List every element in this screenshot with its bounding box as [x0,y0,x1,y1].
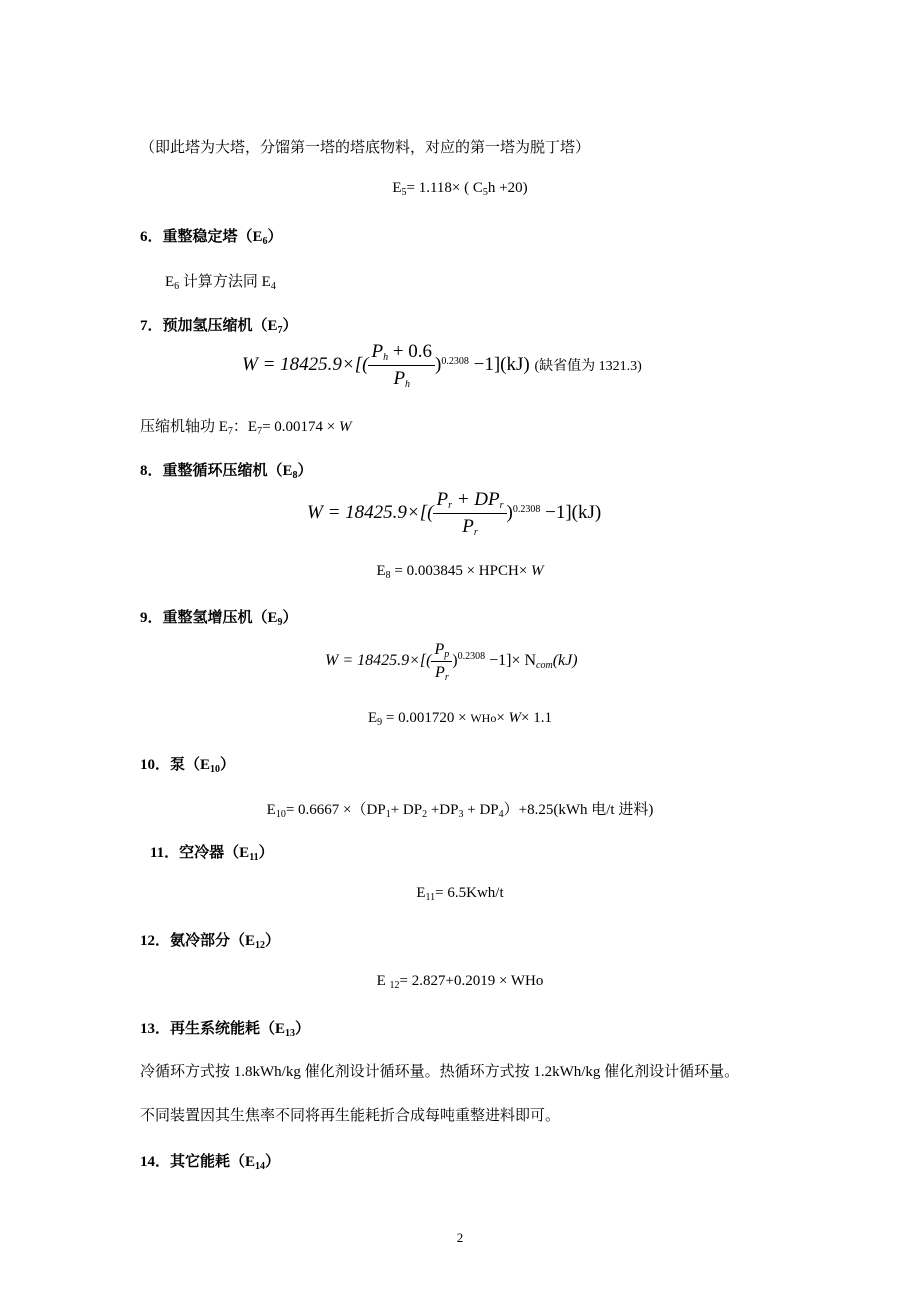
section-9-formula: W = 18425.9×[( $\frac{P_p}{P_r}$ )$^{0.2308} -1]\times N_{com}(kJ)$ [325,641,578,683]
section-10-body: $E_{10}= 0.6667 \times(DP_1+ DP_2 +DP_3 + DP_4)+8.25(kWh$ 电/t 进料) [266,802,654,820]
section-11-body: $E_{11}= 6.5Kwh/t$ [416,885,504,903]
section-6-heading: 6．重整稳定塔$(E_6)$ [140,229,283,247]
section-12-heading: 12．氨冷部分$(E_{12})$ [140,933,281,951]
section-11-heading: 11．空冷器$(E_{11})$ [150,845,274,863]
section-13-heading: 13．再生系统能耗$(E_{13})$ [140,1021,311,1039]
section-14-heading: 14．其它能耗$(E_{14})$ [140,1154,281,1172]
intro-note: （即此塔为大塔，分馏第一塔的塔底物料，对应的第一塔为脱丁塔） [140,140,591,156]
section-13-body-2: 不同装置因其生焦率不同将再生能耗折合成每吨重整进料即可。 [140,1108,561,1124]
section-12-body: E $_{12}$= 2.827+0.2019 × WHo [376,973,544,991]
section-9-heading: 9．重整氢增压机$(E_9)$ [140,610,298,628]
section-8-formula: W = 18425.9×[( $\frac{P_r + DP_r}{P_r}$ )$^{0.2308}$ −1](kJ) [307,489,602,538]
section-10-heading: 10．泵$(E_{10})$ [140,757,236,775]
section-7-heading: 7．预加氢压缩机$(E_7)$ [140,318,298,336]
section-8-body: $E_8 = 0.003845$ × HPCH× W [376,563,544,581]
section-8-heading: 8．重整循环压缩机$(E_8)$ [140,463,313,481]
section-7-formula: W = 18425.9×[( $\frac{P_h + 0.6}{P_h}$ )$^{0.2308}$ −1](kJ) (缺省值为 1321.3) [242,341,642,390]
e5-formula: $E_5= 1.118\times$ ( $C_5h +20$) [392,180,528,198]
page-number: 2 [456,1230,464,1245]
section-6-body: $E_6$ 计算方法同 $E_4$ [165,274,276,292]
section-7-body: 压缩机轴功 $E_7$：$E_7= 0.00174 \times W$ [140,419,352,437]
section-9-body: $E_9 = 0.001720 \times WHo\times W\times 1.1$ [367,710,553,728]
section-13-body-1: 冷循环方式按 1.8kWh/kg 催化剂设计循环量。热循环方式按 1.2kWh/kg 催化剂设计循环量。 [140,1064,740,1080]
